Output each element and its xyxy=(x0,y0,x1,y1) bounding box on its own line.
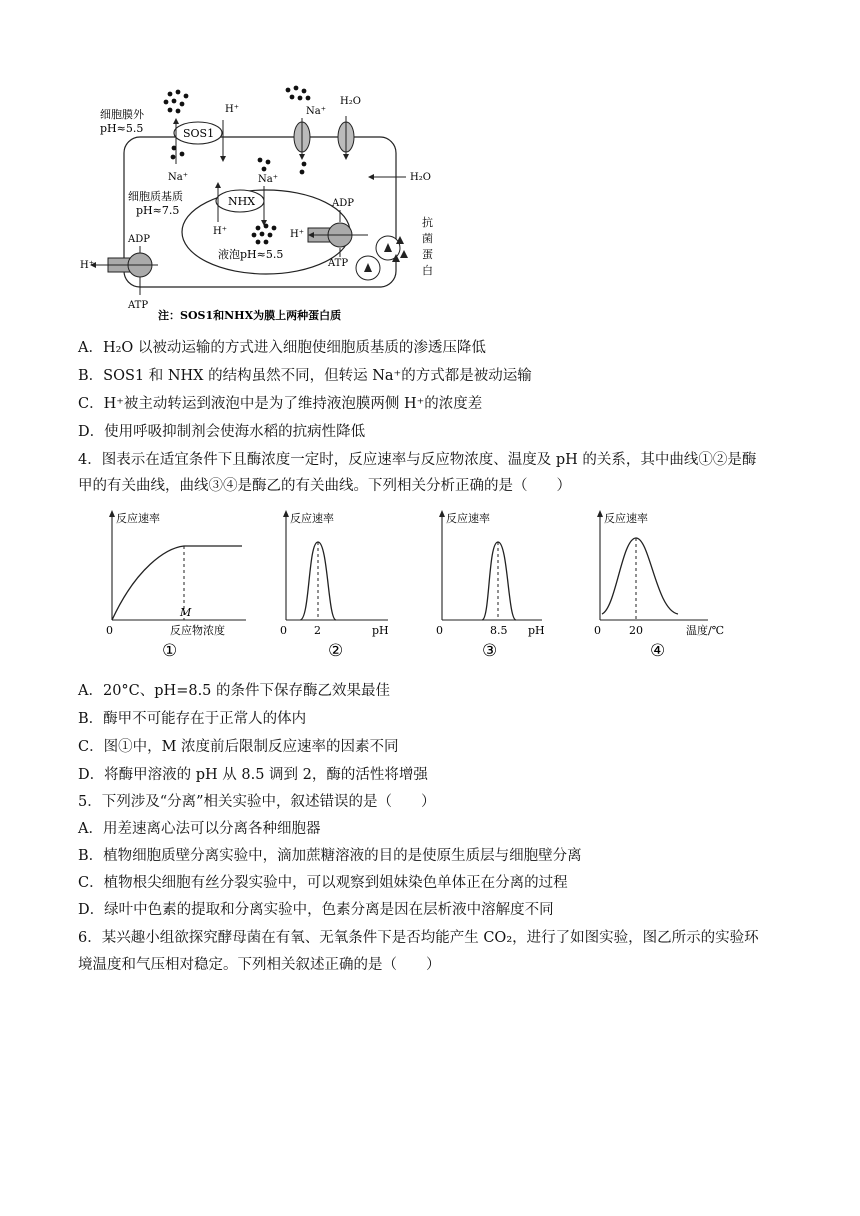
outside-ph: pH≈5.5 xyxy=(100,122,144,135)
q6-stem-line2: 境温度和气压相对稳定。下列相关叙述正确的是（ ） xyxy=(78,957,441,973)
graph1-origin: 0 xyxy=(106,624,113,637)
q6-stem-line1: 6．某兴趣小组欲探究酵母菌在有氧、无氧条件下是否均能产生 CO₂，进行了如图实验，图乙所示的实验环 xyxy=(78,930,759,946)
antimicrobial-label-4: 白 xyxy=(422,264,433,277)
na-ion-nhx: Na⁺ xyxy=(258,174,278,185)
graph4-ylabel: 反应速率 xyxy=(604,512,648,525)
graph2-ylabel: 反应速率 xyxy=(290,512,334,525)
graph1-number: ① xyxy=(162,641,178,661)
na-dots-cyto xyxy=(171,146,185,160)
adp-vacuole: ADP xyxy=(332,198,354,209)
q5-option-b: B．植物细胞质壁分离实验中，滴加蔗糖溶液的目的是使原生质层与细胞壁分离 xyxy=(78,848,582,864)
graph1-xlabel: 反应物浓度 xyxy=(170,624,225,637)
q3-option-a: A．H₂O 以被动运输的方式进入细胞使细胞质基质的渗透压降低 xyxy=(78,340,486,356)
q3-option-d: D．使用呼吸抑制剂会使海水稻的抗病性降低 xyxy=(78,424,366,440)
graph4-tick: 20 xyxy=(629,624,643,637)
graph2-tick: 2 xyxy=(314,624,321,637)
h-ion-vacuole: H⁺ xyxy=(290,229,304,240)
graph3-xlabel: pH xyxy=(528,624,545,637)
graph3-origin: 0 xyxy=(436,624,443,637)
cytoplasm-ph: pH≈7.5 xyxy=(136,204,180,217)
cell-transport-diagram xyxy=(78,82,468,322)
na-dots-vacuole xyxy=(252,224,277,245)
atp-vacuole: ATP xyxy=(328,258,349,269)
graph4-origin: 0 xyxy=(594,624,601,637)
q4-stem-line1: 4．图表示在适宜条件下且酶浓度一定时，反应速率与反应物浓度、温度及 pH 的关系，其中曲线①②是酶 xyxy=(78,452,757,468)
q5-stem: 5．下列涉及“分离”相关实验中，叙述错误的是（ ） xyxy=(78,794,436,810)
graph2-origin: 0 xyxy=(280,624,287,637)
figure-note: 注：SOS1和NHX为膜上两种蛋白质 xyxy=(158,309,342,322)
q3-option-c: C．H⁺被主动转运到液泡中是为了维持液泡膜两侧 H⁺的浓度差 xyxy=(78,396,483,412)
graph2-xlabel: pH xyxy=(372,624,389,637)
na-ion-top: Na⁺ xyxy=(306,106,326,117)
antimicrobial-label-1: 抗 xyxy=(422,216,433,229)
curve-4 xyxy=(602,538,678,614)
curve-3 xyxy=(482,542,516,620)
na-dots-outside xyxy=(164,90,189,114)
cytoplasm-label: 细胞质基质 xyxy=(128,190,183,203)
graph4-xlabel: 温度/℃ xyxy=(686,624,725,637)
vacuole-label: 液泡pH≈5.5 xyxy=(218,248,284,261)
h-ion-sos1: H⁺ xyxy=(225,104,239,115)
na-ion-sos1: Na⁺ xyxy=(168,172,188,183)
outside-label: 细胞膜外 xyxy=(100,108,144,121)
graph3-number: ③ xyxy=(482,641,498,661)
adp-membrane: ADP xyxy=(128,234,150,245)
graph3-tick: 8.5 xyxy=(490,624,508,637)
curve-1 xyxy=(112,546,242,620)
nhx-label: NHX xyxy=(228,195,256,208)
q5-option-c: C．植物根尖细胞有丝分裂实验中，可以观察到姐妹染色单体正在分离的过程 xyxy=(78,875,568,891)
antimicrobial-label-3: 蛋 xyxy=(422,248,433,261)
q4-option-d: D．将酶甲溶液的 pH 从 8.5 调到 2，酶的活性将增强 xyxy=(78,767,428,783)
water-right: H₂O xyxy=(410,172,431,183)
graph1-ylabel: 反应速率 xyxy=(116,512,160,525)
q4-option-b: B．酶甲不可能存在于正常人的体内 xyxy=(78,711,307,727)
q4-option-a: A．20°C、pH=8.5 的条件下保存酶乙效果最佳 xyxy=(78,683,391,699)
q5-option-d: D．绿叶中色素的提取和分离实验中，色素分离是因在层析液中溶解度不同 xyxy=(78,902,554,918)
water-top: H₂O xyxy=(340,96,361,107)
enzyme-graphs xyxy=(96,508,756,668)
q4-option-c: C．图①中，M 浓度前后限制反应速率的因素不同 xyxy=(78,739,399,755)
graph2-number: ② xyxy=(328,641,344,661)
q5-option-a: A．用差速离心法可以分离各种细胞器 xyxy=(78,821,321,837)
graph1-tick: M xyxy=(180,606,192,619)
q3-option-b: B．SOS1 和 NHX 的结构虽然不同，但转运 Na⁺的方式都是被动运输 xyxy=(78,368,532,384)
h-ion-nhx: H⁺ xyxy=(213,226,227,237)
atp-membrane: ATP xyxy=(128,300,149,311)
graph3-ylabel: 反应速率 xyxy=(446,512,490,525)
antimicrobial-label-2: 菌 xyxy=(422,232,433,245)
graph4-number: ④ xyxy=(650,641,666,661)
na-dots-nhx xyxy=(258,158,271,172)
sos1-label: SOS1 xyxy=(183,127,215,140)
q4-stem-line2: 甲的有关曲线，曲线③④是酶乙的有关曲线。下列相关分析正确的是（ ） xyxy=(78,478,571,494)
h-ion-membrane: H⁺ xyxy=(80,260,94,271)
